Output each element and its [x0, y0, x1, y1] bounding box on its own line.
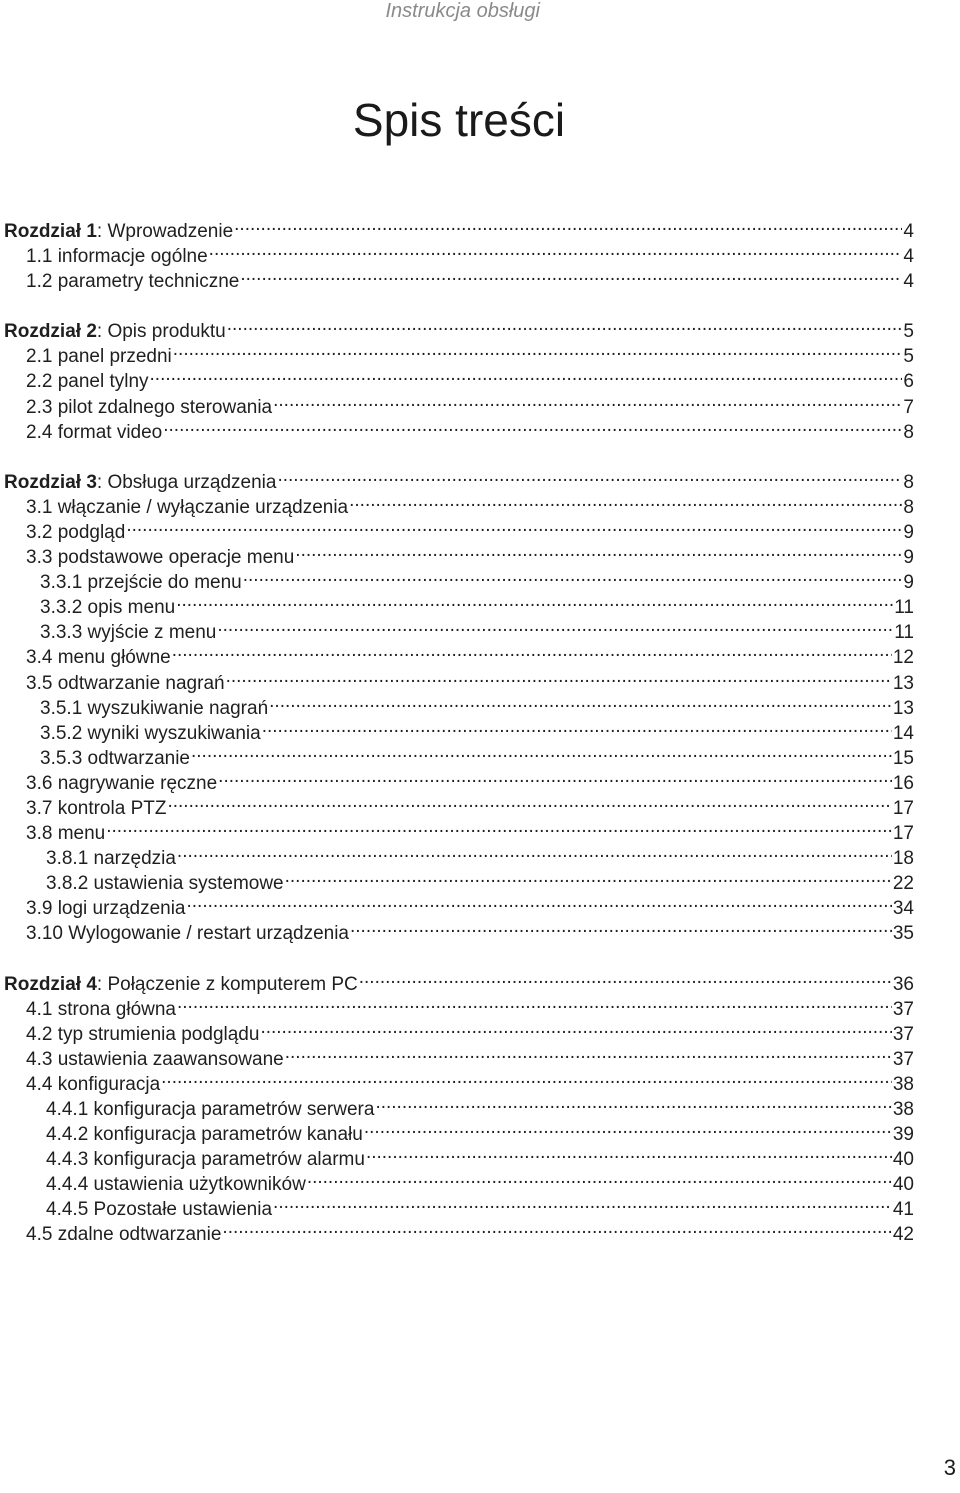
entry-page-number: 14 — [892, 722, 914, 744]
entry-title: 3.10 Wylogowanie / restart urządzenia — [26, 923, 349, 945]
entry-title: 3.9 logi urządzenia — [26, 898, 186, 920]
dot-leader — [277, 463, 902, 488]
dot-leader — [273, 1190, 892, 1215]
entry-page-number: 40 — [892, 1149, 914, 1171]
dot-leader — [359, 965, 892, 990]
dot-leader — [260, 1015, 891, 1040]
dot-leader — [163, 413, 902, 438]
chapter-page-number: 8 — [903, 471, 914, 493]
toc-chapter-section — [4, 312, 914, 443]
page-title: Spis treści — [352, 94, 566, 146]
entry-title: 2.2 panel tylny — [26, 371, 149, 393]
running-header: Instrukcja obsługi — [385, 0, 540, 22]
dot-leader — [209, 237, 903, 262]
entry-title: 1.2 parametry techniczne — [26, 271, 240, 293]
dot-leader — [350, 914, 892, 939]
toc-chapter-section — [4, 965, 914, 1246]
dot-leader — [217, 613, 893, 638]
toc-chapter-row[interactable] — [4, 965, 914, 995]
entry-page-number: 38 — [892, 1073, 914, 1095]
entry-page-number: 37 — [892, 1048, 914, 1070]
entry-title: 2.3 pilot zdalnego sterowania — [26, 396, 273, 418]
entry-page-number: 11 — [894, 597, 914, 619]
entry-page-number: 35 — [892, 923, 914, 945]
dot-leader — [295, 538, 902, 563]
entry-page-number: 13 — [892, 672, 914, 694]
toc-chapter-row[interactable] — [4, 312, 914, 343]
entry-title: 4.4 konfiguracja — [26, 1073, 161, 1095]
dot-leader — [187, 889, 892, 914]
entry-title: 3.8 menu — [26, 823, 106, 845]
entry-page-number: 7 — [903, 396, 914, 418]
dot-leader — [285, 864, 892, 889]
entry-title: 4.5 zdalne odtwarzanie — [26, 1224, 222, 1246]
toc-chapter-section — [4, 463, 914, 945]
entry-page-number: 13 — [892, 697, 914, 719]
toc-entry[interactable] — [4, 513, 914, 543]
dot-leader — [177, 839, 892, 864]
entry-page-number: 39 — [892, 1124, 914, 1146]
entry-title: 3.5 odtwarzanie nagrań — [26, 672, 225, 694]
entry-title: 4.4.3 konfiguracja parametrów alarmu — [46, 1149, 365, 1171]
dot-leader — [150, 362, 903, 387]
entry-title: 3.3 podstawowe operacje menu — [26, 547, 295, 569]
dot-leader — [172, 638, 892, 663]
toc-chapter-row[interactable] — [4, 212, 914, 242]
entry-title: 3.8.1 narzędzia — [46, 848, 176, 870]
chapter-title: : Opis produktu — [96, 321, 226, 343]
toc-chapter-section — [4, 212, 914, 293]
entry-title: 3.6 nagrywanie ręczne — [26, 772, 218, 794]
entry-page-number: 12 — [892, 647, 914, 669]
entry-title: 4.4.4 ustawienia użytkowników — [46, 1174, 306, 1196]
chapter-page-number: 36 — [892, 973, 914, 995]
entry-title: 4.1 strona główna — [26, 998, 176, 1020]
entry-title: 1.1 informacje ogólne — [26, 246, 208, 268]
toc-entry[interactable] — [4, 814, 914, 845]
dot-leader — [240, 262, 902, 287]
entry-page-number: 37 — [892, 998, 914, 1020]
chapter-page-number: 4 — [903, 221, 914, 242]
dot-leader — [173, 337, 903, 362]
entry-title: 4.2 typ strumienia podglądu — [26, 1023, 260, 1045]
toc-entry[interactable] — [4, 538, 914, 569]
chapter-title: : Połączenie z komputerem PC — [96, 973, 358, 995]
table-of-contents — [4, 212, 914, 1246]
entry-page-number: 40 — [892, 1174, 914, 1196]
chapter-label: Rozdział 2 — [4, 321, 97, 343]
dot-leader — [161, 1065, 892, 1090]
dot-leader — [307, 1165, 892, 1190]
entry-page-number: 11 — [894, 622, 914, 644]
entry-page-number: 34 — [892, 898, 914, 920]
entry-page-number: 8 — [903, 421, 914, 443]
entry-title: 3.3.2 opis menu — [40, 597, 176, 619]
entry-title: 4.4.1 konfiguracja parametrów serwera — [46, 1099, 375, 1120]
entry-page-number: 9 — [903, 521, 914, 543]
entry-page-number: 41 — [892, 1199, 914, 1221]
entry-page-number: 5 — [903, 346, 914, 368]
dot-leader — [262, 714, 892, 739]
entry-title: 2.4 format video — [26, 421, 163, 443]
entry-page-number: 17 — [892, 823, 914, 845]
entry-page-number: 9 — [903, 572, 914, 594]
entry-title: 3.7 kontrola PTZ — [26, 797, 167, 819]
dot-leader — [222, 1215, 891, 1240]
dot-leader — [126, 513, 902, 538]
entry-title: 2.1 panel przedni — [26, 346, 172, 368]
chapter-label: Rozdział 4 — [4, 973, 97, 995]
entry-page-number: 9 — [903, 547, 914, 569]
dot-leader — [177, 990, 892, 1015]
entry-title: 3.5.1 wyszukiwanie nagrań — [40, 697, 269, 719]
entry-title: 3.8.2 ustawienia systemowe — [46, 873, 284, 895]
entry-title: 3.3.1 przejście do menu — [40, 572, 242, 594]
entry-page-number: 16 — [892, 772, 914, 794]
entry-page-number: 38 — [892, 1099, 914, 1120]
dot-leader — [176, 588, 893, 613]
dot-leader — [364, 1115, 892, 1140]
entry-title: 3.5.2 wyniki wyszukiwania — [40, 722, 261, 744]
toc-entry[interactable] — [4, 839, 914, 870]
entry-title: 3.2 podgląd — [26, 521, 126, 543]
entry-title: 3.1 włączanie / wyłączanie urządzenia — [26, 496, 349, 518]
dot-leader — [218, 764, 892, 789]
dot-leader — [234, 212, 902, 237]
dot-leader — [349, 488, 902, 513]
entry-page-number: 15 — [892, 747, 914, 769]
chapter-title: : Obsługa urządzenia — [96, 471, 277, 493]
chapter-label: Rozdział 1 — [4, 221, 97, 242]
entry-title: 3.4 menu główne — [26, 647, 171, 669]
entry-page-number: 8 — [903, 496, 914, 518]
chapter-label: Rozdział 3 — [4, 471, 97, 493]
entry-title: 3.5.3 odtwarzanie — [40, 747, 190, 769]
dot-leader — [375, 1090, 891, 1115]
toc-chapter-row[interactable] — [4, 463, 914, 493]
entry-page-number: 42 — [892, 1224, 914, 1246]
dot-leader — [227, 312, 903, 337]
dot-leader — [366, 1140, 892, 1165]
dot-leader — [285, 1040, 892, 1065]
chapter-page-number: 5 — [903, 321, 914, 343]
dot-leader — [226, 664, 892, 689]
dot-leader — [167, 789, 891, 814]
entry-title: 4.3 ustawienia zaawansowane — [26, 1048, 284, 1070]
entry-page-number: 37 — [892, 1023, 914, 1045]
dot-leader — [243, 563, 903, 588]
entry-page-number: 18 — [892, 848, 914, 870]
entry-title: 4.4.5 Pozostałe ustawienia — [46, 1199, 273, 1221]
dot-leader — [106, 814, 892, 839]
entry-page-number: 17 — [892, 797, 914, 819]
entry-page-number: 22 — [892, 873, 914, 895]
dot-leader — [273, 388, 902, 413]
entry-page-number: 4 — [903, 271, 914, 293]
entry-title: 3.3.3 wyjście z menu — [40, 622, 217, 644]
entry-page-number: 6 — [903, 371, 914, 393]
dot-leader — [269, 689, 892, 714]
entry-page-number: 4 — [903, 246, 914, 268]
entry-title: 4.4.2 konfiguracja parametrów kanału — [46, 1124, 363, 1146]
chapter-title: : Wprowadzenie — [96, 221, 234, 242]
page-number: 3 — [943, 1455, 956, 1480]
dot-leader — [191, 739, 892, 764]
